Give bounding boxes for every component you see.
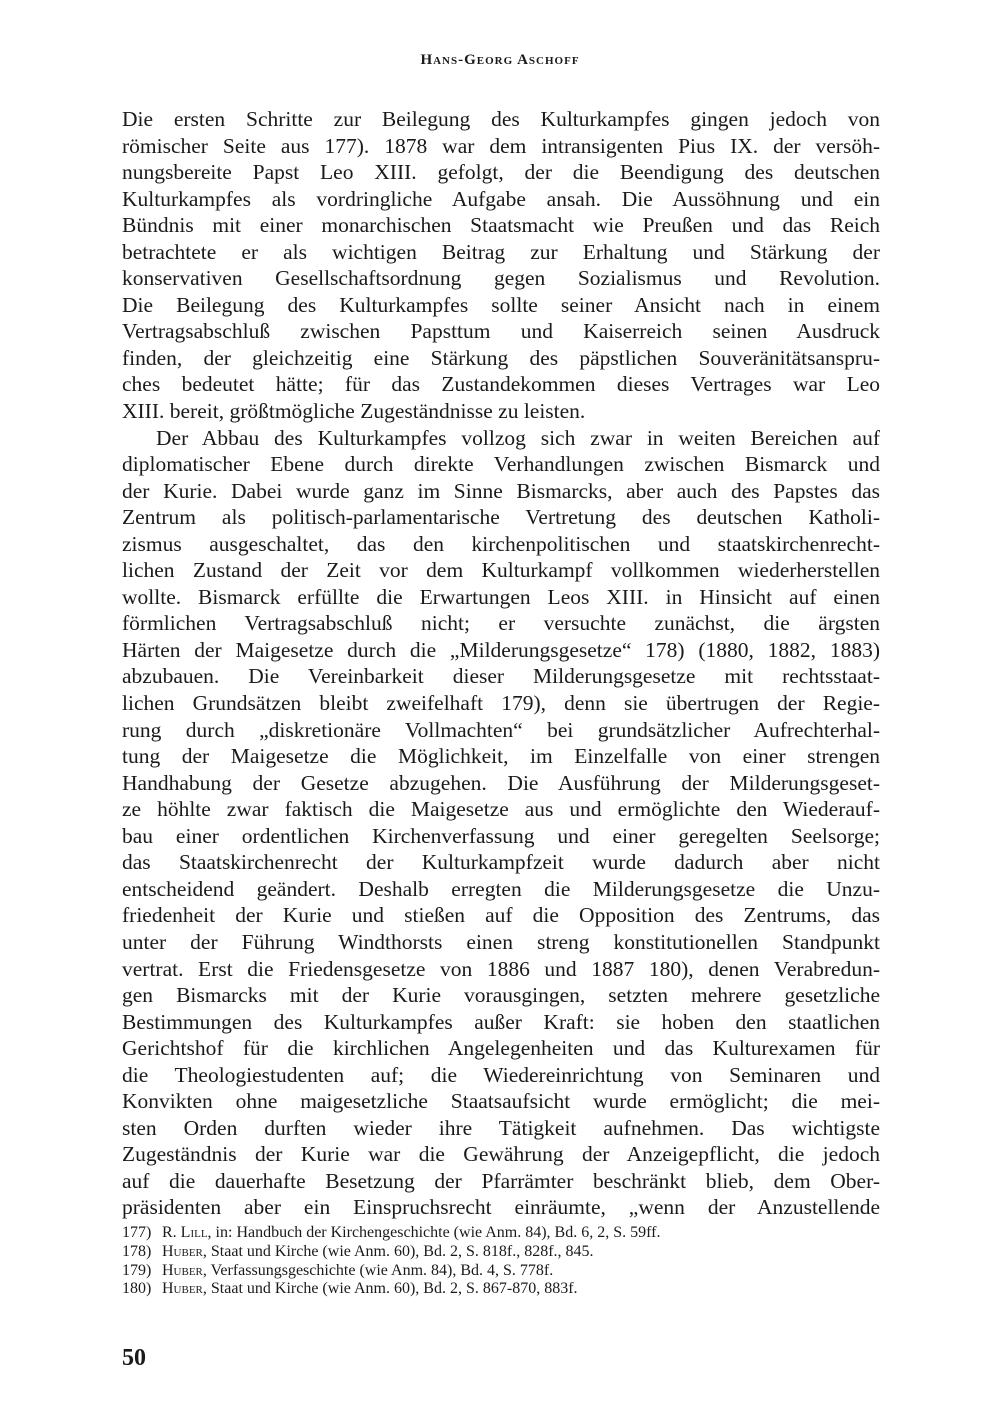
text-line: diplomatischer Ebene durch direkte Verhandlungen zwischen Bismarck und xyxy=(122,452,880,477)
text-line: vertrat. Erst die Friedensgesetze von 1886 und 1887 180), denen Verabredun- xyxy=(122,956,880,981)
footnote-author: R. Lill xyxy=(162,1224,208,1241)
body-text xyxy=(122,106,880,1221)
text-line: der Kurie. Dabei wurde ganz im Sinne Bismarcks, aber auch des Papstes das xyxy=(122,478,880,503)
text-line: Bündnis mit einer monarchischen Staatsmacht wie Preußen und das Reich xyxy=(122,213,880,238)
text-line: abzubauen. Die Vereinbarkeit dieser Milderungsgesetze mit rechtsstaat- xyxy=(122,664,880,689)
text-line: tung der Maigesetze die Möglichkeit, im Einzelfalle von einer strengen xyxy=(122,744,880,769)
text-line: Zentrum als politisch-parlamentarische Vertretung des deutschen Katholi- xyxy=(122,505,880,530)
text-line: das Staatskirchenrecht der Kulturkampfzeit wurde dadurch aber nicht xyxy=(122,850,880,875)
footnote xyxy=(122,1262,880,1281)
footnote-number: 178) xyxy=(122,1242,152,1260)
text-line: konservativen Gesellschaftsordnung gegen Sozialismus und Revolution. xyxy=(122,266,880,291)
footnote-author: Huber xyxy=(162,1242,203,1260)
footnote-author: Huber xyxy=(162,1280,203,1298)
footnote-number: 179) xyxy=(122,1261,152,1279)
text-line: Gerichtshof für die kirchlichen Angelegenheiten und das Kulturexamen für xyxy=(122,1036,880,1061)
footnote xyxy=(122,1243,880,1262)
text-line: die Theologiestudenten auf; die Wiedereinrichtung von Seminaren und xyxy=(122,1062,880,1087)
text-line: betrachtete er als wichtigen Beitrag zur Erhaltung und Stärkung der xyxy=(122,239,880,264)
footnote-number: 180) xyxy=(122,1280,152,1298)
text-line: rung durch „diskretionäre Vollmachten“ bei grundsätzlicher Aufrechterhal- xyxy=(122,717,880,742)
footnote-text: , Verfassungsgeschichte (wie Anm. 84), Bd. 4, S. 778f. xyxy=(202,1261,554,1279)
text-line: Härten der Maigesetze durch die „Milderungsgesetze“ 178) (1880, 1882, 1883) xyxy=(122,637,880,662)
text-line: präsidenten aber ein Einspruchsrecht einräumte, „wenn der Anzustellende xyxy=(122,1195,880,1220)
text-line: lichen Grundsätzen bleibt zweifelhaft 179), denn sie übertrugen der Regie- xyxy=(122,691,880,716)
text-line: Zugeständnis der Kurie war die Gewährung der Anzeigepflicht, die jedoch xyxy=(122,1142,880,1167)
text-line: römischer Seite aus 177). 1878 war dem intransigenten Pius IX. der versöh- xyxy=(122,133,880,158)
footnote-author: Huber xyxy=(162,1261,203,1279)
text-line: lichen Zustand der Zeit vor dem Kulturkampf vollkommen wiederherstellen xyxy=(122,558,880,583)
page-number: 50 xyxy=(122,1345,146,1371)
footnotes xyxy=(122,1224,880,1299)
footnote-text: , in: Handbuch der Kirchengeschichte (wie Anm. 84), Bd. 6, 2, S. 59ff. xyxy=(207,1224,661,1241)
running-header: Hans-Georg Aschoff xyxy=(420,52,580,68)
text-line: sten Orden durften wieder ihre Tätigkeit aufnehmen. Das wichtigste xyxy=(122,1115,880,1140)
text-line: Handhabung der Gesetze abzugehen. Die Ausführung der Milderungsgeset- xyxy=(122,770,880,795)
text-line: finden, der gleichzeitig eine Stärkung des päpstlichen Souveränitätsanspru- xyxy=(122,345,880,370)
text-line: Vertragsabschluß zwischen Papsttum und Kaiserreich seinen Ausdruck xyxy=(122,319,880,344)
text-line: Konvikten ohne maigesetzliche Staatsaufsicht wurde ermöglicht; die mei- xyxy=(122,1089,880,1114)
text-line: auf die dauerhafte Besetzung der Pfarrämter beschränkt blieb, dem Ober- xyxy=(122,1168,880,1193)
text-line: Kulturkampfes als vordringliche Aufgabe ansah. Die Aussöhnung und ein xyxy=(122,186,880,211)
text-line: entscheidend geändert. Deshalb erregten die Milderungsgesetze die Unzu- xyxy=(122,876,880,901)
text-line: wollte. Bismarck erfüllte die Erwartungen Leos XIII. in Hinsicht auf einen xyxy=(122,584,880,609)
text-line: Die ersten Schritte zur Beilegung des Kulturkampfes gingen jedoch von xyxy=(122,107,880,131)
text-line: Bestimmungen des Kulturkampfes außer Kraft: sie hoben den staatlichen xyxy=(122,1009,880,1034)
text-line: unter der Führung Windthorsts einen streng konstitutionellen Standpunkt xyxy=(122,929,880,954)
text-line: gen Bismarcks mit der Kurie vorausgingen, setzten mehrere gesetzliche xyxy=(122,983,880,1008)
text-line: nungsbereite Papst Leo XIII. gefolgt, der die Beendigung des deutschen xyxy=(122,160,880,185)
text-line: friedenheit der Kurie und stießen auf die Opposition des Zentrums, das xyxy=(122,903,880,928)
text-line: Der Abbau des Kulturkampfes vollzog sich zwar in weiten Bereichen auf xyxy=(156,425,880,450)
text-line: ze höhlte zwar faktisch die Maigesetze aus und ermöglichte den Wiederauf- xyxy=(122,797,880,822)
text-line: Die Beilegung des Kulturkampfes sollte seiner Ansicht nach in einem xyxy=(122,292,880,317)
text-line: zismus ausgeschaltet, das den kirchenpolitischen und staatskirchenrecht- xyxy=(122,531,880,556)
text-line: förmlichen Vertragsabschluß nicht; er versuchte zunächst, die ärgsten xyxy=(122,611,880,636)
footnote-text: , Staat und Kirche (wie Anm. 60), Bd. 2, S. 867-870, 883f. xyxy=(202,1280,578,1298)
footnote-text: , Staat und Kirche (wie Anm. 60), Bd. 2, S. 818f., 828f., 845. xyxy=(202,1242,594,1260)
footnote xyxy=(122,1280,880,1299)
text-line: XIII. bereit, größtmögliche Zugeständnisse zu leisten. xyxy=(122,399,586,424)
footnote xyxy=(122,1224,880,1243)
text-line: bau einer ordentlichen Kirchenverfassung und einer geregelten Seelsorge; xyxy=(122,823,880,848)
footnote-number: 177) xyxy=(122,1224,152,1241)
text-line: ches bedeutet hätte; für das Zustandekommen dieses Vertrages war Leo xyxy=(122,372,880,397)
